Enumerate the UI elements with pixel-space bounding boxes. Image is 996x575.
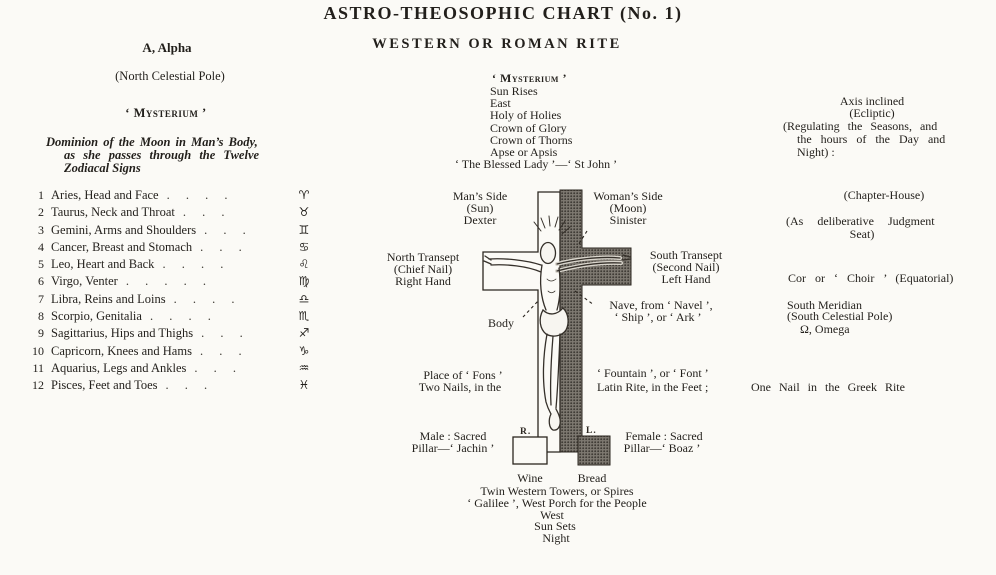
- holy-of-holies-label: Holy of Holies: [490, 108, 562, 122]
- zodiac-row-scorpio: [28, 309, 314, 326]
- sagittarius-glyph-icon: ♐: [298, 326, 310, 341]
- zodiac-number: 9: [38, 326, 44, 341]
- libra-glyph-icon: ♎: [298, 291, 310, 306]
- leader-dots: . . . . .: [125, 274, 206, 289]
- leader-dots: . . .: [182, 205, 225, 220]
- night-label: Night: [542, 531, 570, 545]
- cancer-glyph-icon: ♋: [298, 239, 310, 254]
- womans-side-sinister-label: Sinister: [609, 213, 647, 227]
- zodiac-number: 5: [38, 257, 44, 272]
- mysterium-center-label: ‘ Mysterium ’: [492, 71, 567, 85]
- dominion-caption-line: Dominion of the Moon in Man’s Body,: [46, 135, 258, 149]
- leader-dots: . . . .: [173, 291, 235, 306]
- leader-dots: . . . .: [166, 188, 228, 202]
- aquarius-glyph-icon: ♒: [298, 360, 310, 375]
- cor-choir-label: Cor or ‘ Choir ’ (Equatorial): [788, 271, 954, 285]
- south-celestial-pole-label: (South Celestial Pole): [787, 309, 893, 323]
- virgo-glyph-icon: ♍: [298, 274, 310, 289]
- nave-ship-ark-label: ‘ Ship ’, or ‘ Ark ’: [614, 310, 702, 324]
- east-label: East: [490, 96, 511, 110]
- zodiac-label: Gemini, Arms and Shoulders: [51, 222, 197, 237]
- regulating-seasons-line: the hours of the Day and: [797, 132, 946, 146]
- blessed-lady-st-john-label: ‘ The Blessed Lady ’—‘ St John ’: [455, 157, 618, 171]
- zodiac-number: 6: [38, 274, 44, 289]
- chief-nail-label: (Chief Nail): [393, 262, 453, 276]
- zodiac-row-libra: [28, 292, 314, 309]
- regulating-seasons-line: Night) :: [797, 145, 835, 159]
- north-transept-label: North Transept: [386, 250, 460, 264]
- aries-glyph-icon: ♈: [298, 188, 310, 202]
- zodiac-label: Cancer, Breast and Stomach: [51, 239, 193, 254]
- zodiac-row-leo: [28, 257, 314, 274]
- zodiac-label: Sagittarius, Hips and Thighs: [51, 326, 194, 341]
- leader-dots: . . .: [200, 239, 242, 254]
- zodiac-label: Aries, Head and Face: [51, 188, 159, 202]
- jachin-label: Pillar—‘ Jachin ’: [411, 441, 495, 455]
- fons-label: Place of ‘ Fons ’: [423, 368, 503, 382]
- mans-side-label: Man’s Side: [452, 189, 508, 203]
- bread-label: Bread: [577, 471, 607, 485]
- boaz-label: Pillar—‘ Boaz ’: [623, 441, 701, 455]
- zodiac-row-sagittarius: [28, 326, 314, 343]
- alpha-label: A, Alpha: [142, 40, 192, 55]
- leader-dots: . . .: [165, 378, 208, 393]
- mans-side-sun-label: (Sun): [466, 201, 494, 215]
- zodiac-label: Leo, Heart and Back: [51, 257, 155, 272]
- zodiac-row-aries: [28, 188, 314, 205]
- zodiac-number: 12: [32, 378, 44, 393]
- leader-dots: . . . .: [162, 257, 224, 272]
- zodiac-label: Taurus, Neck and Throat: [51, 205, 175, 220]
- zodiac-label: Virgo, Venter: [51, 274, 118, 289]
- left-side-marker: L.: [586, 426, 597, 436]
- female-pillar-label: Female : Sacred: [625, 429, 703, 443]
- zodiac-number: 8: [38, 309, 44, 324]
- zodiac-row-cancer: [28, 240, 314, 257]
- scorpio-glyph-icon: ♏: [298, 309, 310, 324]
- leader-dots: . . .: [199, 343, 242, 358]
- zodiac-row-gemini: [28, 223, 314, 240]
- leader-dots: . . .: [194, 360, 237, 375]
- zodiac-number: 3: [38, 222, 44, 237]
- capricorn-glyph-icon: ♑: [298, 343, 310, 358]
- chapter-house-label: (Chapter-House): [843, 188, 925, 202]
- judgment-seat-line: Seat): [849, 227, 875, 241]
- judgment-seat-line: (As deliberative Judgment: [786, 214, 935, 228]
- annotation-dash-body: [523, 300, 539, 317]
- zodiac-row-pisces: [28, 378, 314, 395]
- axis-inclined-label: Axis inclined: [839, 94, 905, 108]
- regulating-seasons-line: (Regulating the Seasons, and: [783, 119, 938, 133]
- zodiac-number: 4: [38, 239, 44, 254]
- latin-rite-label: Latin Rite, in the Feet ;: [597, 380, 709, 394]
- zodiac-row-capricorn: [28, 344, 314, 361]
- second-nail-label: (Second Nail): [652, 260, 720, 274]
- bread-square: [578, 436, 610, 465]
- leader-dots: . . . .: [149, 309, 211, 324]
- zodiac-label: Aquarius, Legs and Ankles: [51, 360, 187, 375]
- zodiac-label: Pisces, Feet and Toes: [51, 378, 158, 393]
- north-celestial-pole-label: (North Celestial Pole): [115, 69, 225, 83]
- zodiac-number: 7: [38, 291, 44, 306]
- zodiac-correspondence-list: [28, 188, 314, 396]
- zodiac-number: 11: [32, 360, 44, 375]
- dominion-caption-line: Zodiacal Signs: [64, 161, 141, 175]
- sun-sets-label: Sun Sets: [534, 519, 576, 533]
- leader-dots: . . .: [204, 222, 246, 237]
- south-meridian-label: South Meridian: [787, 298, 862, 312]
- taurus-glyph-icon: ♉: [298, 205, 310, 220]
- zodiac-row-taurus: [28, 205, 314, 222]
- body-label: Body: [487, 316, 515, 330]
- zodiac-row-aquarius: [28, 361, 314, 378]
- crown-of-thorns-label: Crown of Thorns: [490, 133, 573, 147]
- omega-label: Ω, Omega: [800, 322, 850, 336]
- leo-glyph-icon: ♌: [298, 257, 310, 272]
- ecliptic-label: (Ecliptic): [849, 106, 895, 120]
- right-hand-label: Right Hand: [395, 274, 451, 288]
- zodiac-number: 10: [32, 343, 44, 358]
- dominion-caption-line: as she passes through the Twelve: [64, 148, 260, 162]
- fountain-font-label: ‘ Fountain ’, or ‘ Font ’: [597, 366, 709, 380]
- zodiac-number: 1: [38, 188, 44, 202]
- zodiac-label: Scorpio, Genitalia: [51, 309, 142, 324]
- zodiac-number: 2: [38, 205, 44, 220]
- pisces-glyph-icon: ♓: [298, 378, 310, 393]
- apse-label: Apse or Apsis: [490, 145, 558, 159]
- zodiac-label: Libra, Reins and Loins: [51, 291, 166, 306]
- womans-side-label: Woman’s Side: [593, 189, 663, 203]
- male-pillar-label: Male : Sacred: [419, 429, 487, 443]
- galilee-label: ‘ Galilee ’, West Porch for the People: [467, 496, 647, 510]
- nave-label: Nave, from ‘ Navel ’,: [609, 298, 713, 312]
- left-hand-label: Left Hand: [661, 272, 711, 286]
- page-subtitle: WESTERN OR ROMAN RITE: [372, 36, 622, 52]
- right-side-marker: R.: [520, 427, 532, 437]
- west-label: West: [540, 508, 564, 522]
- two-nails-label: Two Nails, in the: [418, 380, 502, 394]
- page-title: ASTRO-THEOSOPHIC CHART (No. 1): [323, 3, 683, 23]
- sun-rises-label: Sun Rises: [490, 84, 538, 98]
- south-transept-label: South Transept: [649, 248, 723, 262]
- wine-label: Wine: [517, 471, 543, 485]
- wine-square: [513, 437, 547, 464]
- greek-rite-label: One Nail in the Greek Rite: [751, 380, 905, 394]
- mans-side-dexter-label: Dexter: [463, 213, 497, 227]
- zodiac-label: Capricorn, Knees and Hams: [51, 343, 192, 358]
- twin-towers-label: Twin Western Towers, or Spires: [480, 484, 634, 498]
- mysterium-left-label: ‘ Mysterium ’: [125, 106, 207, 120]
- gemini-glyph-icon: ♊: [298, 222, 310, 237]
- leader-dots: . . .: [201, 326, 243, 341]
- crown-of-glory-label: Crown of Glory: [490, 121, 567, 135]
- zodiac-row-virgo: [28, 274, 314, 291]
- womans-side-moon-label: (Moon): [609, 201, 647, 215]
